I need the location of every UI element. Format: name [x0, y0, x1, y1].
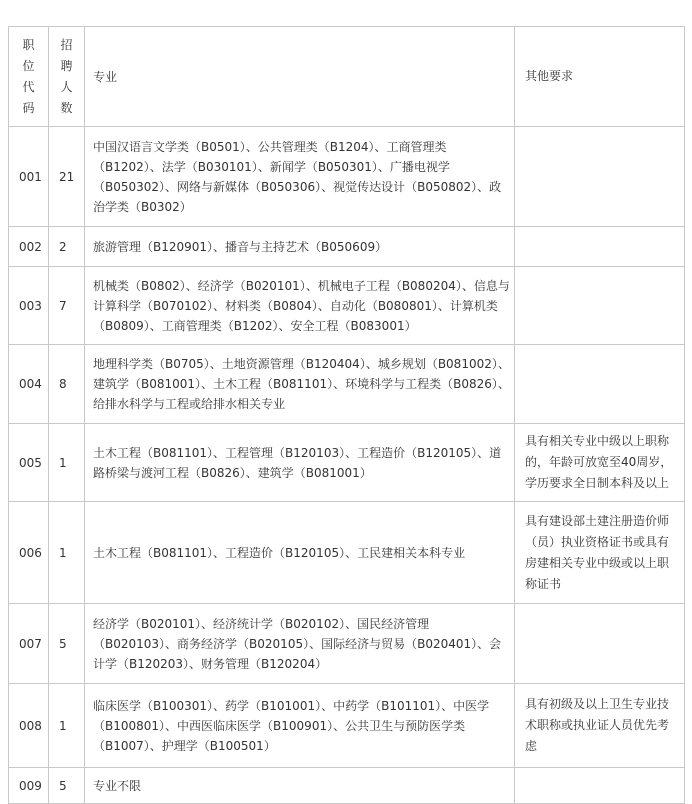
table-row: [9, 604, 685, 684]
row-major: 专业不限: [85, 768, 515, 804]
table-row: [9, 127, 685, 227]
row-count: 7: [49, 267, 85, 345]
row-count: 5: [49, 768, 85, 804]
row-code: 009: [9, 768, 49, 804]
row-other: 具有相关专业中级以上职称的，年龄可放宽至40周岁，学历要求全日制本科及以上: [515, 424, 685, 502]
row-code: 001: [9, 127, 49, 227]
row-major: 地理科学类（B0705）、土地资源管理（B120404）、城乡规划（B081002）、建筑学（B081001）、土木工程（B081101）、环境科学与工程类（B0826）、给排水科学与工程或给排水相关专业: [85, 345, 515, 424]
row-code: 003: [9, 267, 49, 345]
row-code: 008: [9, 684, 49, 768]
table-row: [9, 345, 685, 424]
row-code: 005: [9, 424, 49, 502]
table-row: [9, 684, 685, 768]
row-code: 004: [9, 345, 49, 424]
header-other: 其他要求: [515, 27, 685, 127]
table-row: [9, 768, 685, 804]
row-major: 土木工程（B081101）、工程造价（B120105）、工民建相关本科专业: [85, 502, 515, 604]
row-count: 1: [49, 502, 85, 604]
row-other: [515, 227, 685, 267]
table-row: [9, 227, 685, 267]
row-other: 具有初级及以上卫生专业技术职称或执业证人员优先考虑: [515, 684, 685, 768]
header-count: 招聘人数: [49, 27, 85, 127]
row-other: [515, 345, 685, 424]
table-row: [9, 502, 685, 604]
row-major: 中国汉语言文学类（B0501）、公共管理类（B1204）、工商管理类（B1202）、法学（B030101）、新闻学（B050301）、广播电视学（B050302）、网络与新媒体（B050306）、视觉传达设计（B050802）、政治学类（B0302）: [85, 127, 515, 227]
header-row: [9, 27, 685, 127]
row-count: 21: [49, 127, 85, 227]
header-code: 职位代码: [9, 27, 49, 127]
row-major: 土木工程（B081101）、工程管理（B120103）、工程造价（B120105）、道路桥梁与渡河工程（B0826）、建筑学（B081001）: [85, 424, 515, 502]
table-row: [9, 267, 685, 345]
row-code: 002: [9, 227, 49, 267]
table-row: [9, 424, 685, 502]
recruitment-table: [8, 26, 685, 804]
row-count: 1: [49, 684, 85, 768]
row-major: 经济学（B020101）、经济统计学（B020102）、国民经济管理（B020103）、商务经济学（B020105）、国际经济与贸易（B020401）、会计学（B120203）、财务管理（B120204）: [85, 604, 515, 684]
row-other: [515, 768, 685, 804]
row-count: 8: [49, 345, 85, 424]
row-count: 1: [49, 424, 85, 502]
row-major: 旅游管理（B120901）、播音与主持艺术（B050609）: [85, 227, 515, 267]
row-code: 006: [9, 502, 49, 604]
row-code: 007: [9, 604, 49, 684]
row-other: [515, 267, 685, 345]
row-other: [515, 127, 685, 227]
row-count: 2: [49, 227, 85, 267]
row-major: 机械类（B0802）、经济学（B020101）、机械电子工程（B080204）、信息与计算科学（B070102）、材料类（B0804）、自动化（B080801）、计算机类（B0809）、工商管理类（B1202）、安全工程（B083001）: [85, 267, 515, 345]
row-other: 具有建设部土建注册造价师（员）执业资格证书或具有房建相关专业中级或以上职称证书: [515, 502, 685, 604]
row-major: 临床医学（B100301）、药学（B101001）、中药学（B101101）、中医学（B100801）、中西医临床医学（B100901）、公共卫生与预防医学类（B1007）、护理学（B100501）: [85, 684, 515, 768]
row-other: [515, 604, 685, 684]
row-count: 5: [49, 604, 85, 684]
header-major: 专业: [85, 27, 515, 127]
